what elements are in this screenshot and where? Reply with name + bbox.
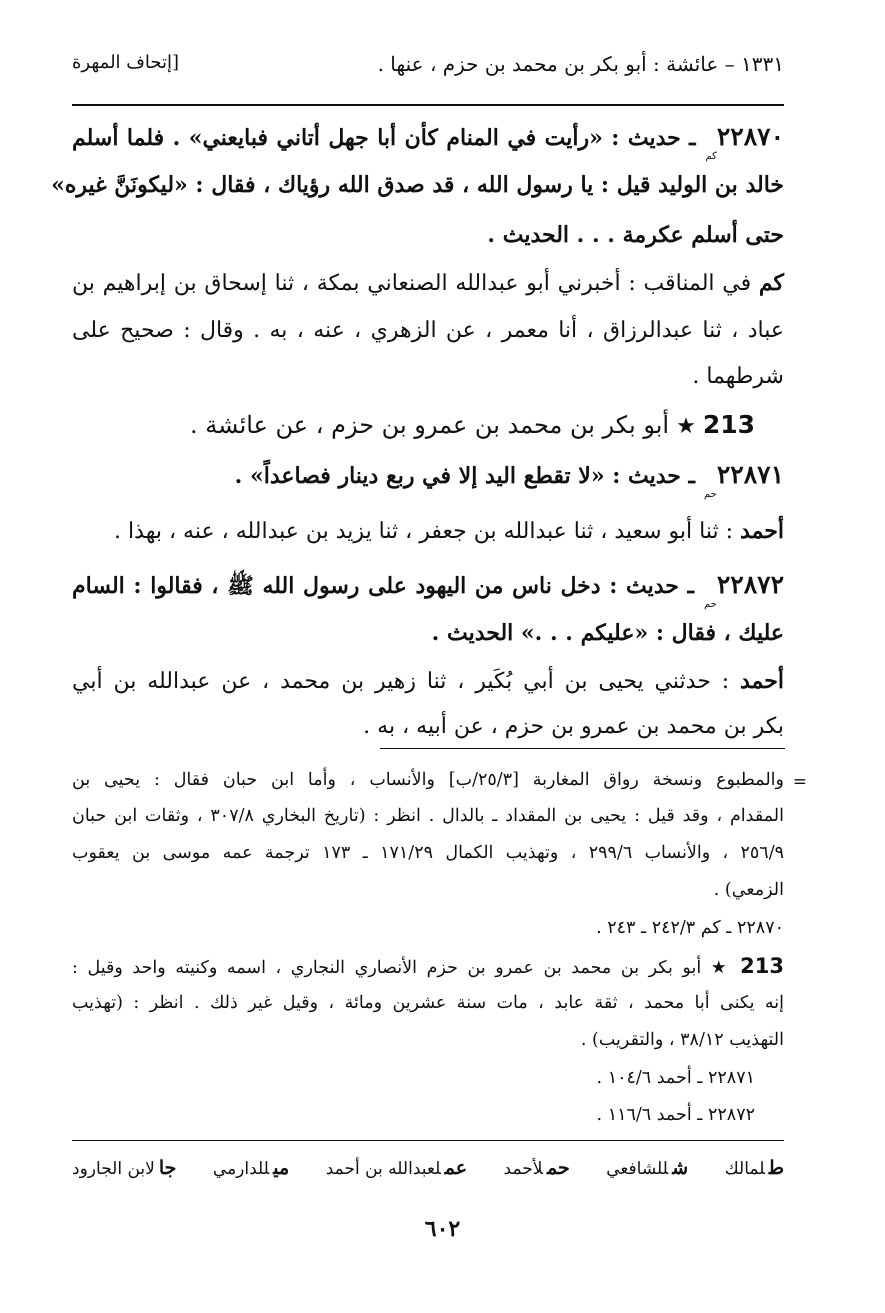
abbreviation-key (72, 1157, 784, 1187)
hadith-22870-line-1 (72, 122, 784, 162)
abbreviation-meaning: لأحمد (503, 1159, 543, 1179)
footnote-line: ٢٢٨٧١ ـ أحمد ١٠٤/٦ . (596, 1068, 755, 1088)
hadith-22872-line-2: عليك ، فقال : «عليكم . . .» الحديث . (431, 620, 784, 646)
hadith-22871-line-1 (72, 460, 784, 500)
footnote-line: إنه يكنى أبا محمد ، ثقة عابد ، مات سنة عشرين ومائة ، وقيل غير ذلك . انظر : (تهذيب (72, 993, 784, 1013)
abbreviation-meaning: لعبدالله بن أحمد (325, 1159, 441, 1179)
page-number: ٦٠٢ (424, 1216, 461, 1242)
footnote-line (72, 954, 784, 978)
hadith-number: ٢٢٨٧٢ (716, 570, 784, 599)
source-22872-line-1 (72, 668, 784, 694)
hadith-22870-line-3: حتى أسلم عكرمة . . . الحديث . (487, 222, 784, 248)
abbreviation: مي (273, 1157, 290, 1179)
abbreviation: حم (546, 1157, 570, 1179)
abbreviation-item (72, 1157, 176, 1187)
abbreviation-item (725, 1157, 784, 1187)
abbreviation-item (504, 1157, 570, 1187)
source-mark: حم (704, 489, 717, 500)
abbreviation: جا (158, 1157, 177, 1179)
source-text: في المناقب : أخبرني أبو عبدالله الصنعاني بمكة ، ثنا إسحاق بن إبراهيم بن (72, 271, 752, 296)
abbreviation: عم (444, 1157, 468, 1179)
source-22872-line-2: بكر بن محمد بن عمرو بن حزم ، عن أبيه ، به . (363, 714, 784, 739)
narrator-heading (72, 410, 755, 439)
narrator-number: 213 (702, 410, 755, 439)
star-icon: ★ (710, 958, 731, 978)
source-lead: أحمد (740, 518, 784, 544)
source-22870-line-1 (72, 270, 784, 296)
narrator-number: 213 (740, 954, 784, 978)
source-text: : حدثني يحيى بن أبي بُكَير ، ثنا زهير بن محمد ، عن عبدالله بن أبي (72, 669, 730, 694)
abbreviation-item (213, 1157, 289, 1187)
source-22870-line-2: عباد ، ثنا عبدالرزاق ، أنا معمر ، عن الزهري ، عنه ، به . وقال : صحيح على (72, 318, 784, 343)
star-icon: ★ (676, 414, 696, 439)
hadith-text: ـ حديث : «لا تقطع اليد إلا في ربع دينار فصاعداً» . (234, 463, 696, 489)
abbreviation-meaning: لمالك (724, 1159, 765, 1179)
footnote-text: أبو بكر بن محمد بن عمرو بن حزم الأنصاري النجاري ، اسمه وكنيته واحد وقيل : (72, 958, 702, 978)
running-title: ١٣٣١ – عائشة : أبو بكر بن محمد بن حزم ، عنها . (377, 52, 784, 76)
source-lead: كم (758, 270, 785, 296)
header-rule (72, 104, 784, 106)
footnote-line: المقدام ، وقد قيل : يحيى بن المقداد ـ بالدال . انظر : (تاريخ البخاري ٣٠٧/٨ ، وثقات ابن حبان (72, 806, 785, 826)
hadith-22872-line-1 (72, 570, 784, 610)
source-text: : ثنا أبو سعيد ، ثنا عبدالله بن جعفر ، ثنا يزيد بن عبدالله ، عنه ، بهذا . (114, 519, 734, 544)
abbreviation: ط (768, 1157, 784, 1179)
footer-rule (72, 1140, 784, 1141)
footnote-separator (380, 748, 785, 749)
narrator-text: أبو بكر بن محمد بن عمرو بن حزم ، عن عائشة . (190, 411, 670, 439)
footnote-line: الزمعي) . (713, 880, 784, 900)
footnote-line: ٢٥٦/٩ ، والأنساب ٢٩٩/٦ ، وتهذيب الكمال ١٧١/٢٩ ـ ١٧٣ ترجمة عمه موسى بن يعقوب (72, 843, 784, 863)
source-mark: حم (704, 599, 717, 610)
page-header (72, 52, 784, 92)
hadith-22870-line-2: خالد بن الوليد قيل : يا رسول الله ، قد صدق الله رؤياك ، فقال : «ليكونَنَّ غيره» (51, 172, 784, 198)
footnote-line: والمطبوع ونسخة رواق المغاربة [٢٥/٣/ب] والأنساب ، وأما ابن حبان فقال : يحيى بن (72, 770, 784, 790)
hadith-text: ـ حديث : دخل ناس من اليهود على رسول الله ﷺ ، فقالوا : السام (72, 573, 694, 599)
abbreviation-meaning: للشافعي (606, 1159, 669, 1179)
abbreviation-meaning: لابن الجارود (72, 1159, 155, 1179)
source-22871-line-1 (72, 518, 784, 544)
footnote-line: التهذيب ٣٨/١٢ ، والتقريب) . (580, 1030, 784, 1050)
abbreviation: ش (672, 1157, 689, 1179)
book-title: [إتحاف المهرة (72, 52, 180, 73)
footnote-line: ٢٢٨٧٢ ـ أحمد ١١٦/٦ . (596, 1105, 755, 1125)
hadith-number: ٢٢٨٧٠ (716, 122, 784, 151)
source-mark: كم (705, 151, 717, 162)
abbreviation-item (326, 1157, 467, 1187)
footnote-line: ٢٢٨٧٠ ـ كم ٢٤٢/٣ ـ ٢٤٣ . (596, 918, 784, 938)
source-22870-line-3: شرطهما . (692, 364, 784, 389)
hadith-number: ٢٢٨٧١ (716, 460, 784, 489)
hadith-text: ـ حديث : «رأيت في المنام كأن أبا جهل أتاني فبايعني» . فلما أسلم (72, 125, 696, 151)
source-lead: أحمد (740, 668, 784, 694)
abbreviation-item (606, 1157, 688, 1187)
continuation-mark: = (792, 772, 807, 792)
abbreviation-meaning: للدارمي (212, 1159, 270, 1179)
